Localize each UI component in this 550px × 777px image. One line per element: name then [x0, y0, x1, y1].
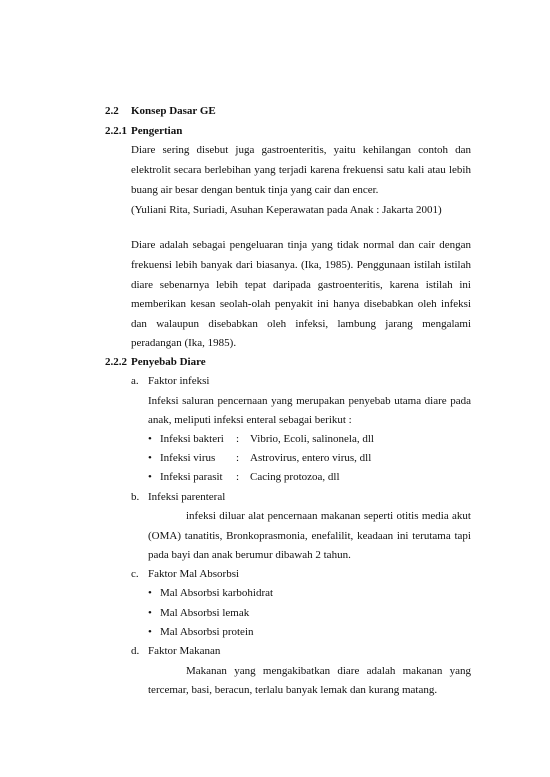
bullet-label: Infeksi bakteri [160, 433, 224, 445]
bullet-separator: : [236, 433, 240, 445]
subsection-title: Penyebab Diare [131, 356, 206, 368]
paragraph-line: pada bayi dan anak berumur dibawah 2 tahun. [148, 549, 351, 561]
list-item-title: Faktor infeksi [148, 375, 210, 387]
bullet-label: Mal Absorbsi karbohidrat [160, 587, 274, 599]
paragraph-line: buang air besar dengan bentuk tinja yang cair dan encer. [131, 184, 379, 196]
paragraph-line: diare sebenarnya lebih tepat daripada gastroenteritis, karena istilah ini [131, 279, 471, 291]
list-item-title: Infeksi parenteral [148, 491, 226, 503]
bullet-value: Vibrio, Ecoli, salinonela, dll [250, 433, 374, 445]
paragraph-line: memberikan kesan seolah-olah penyakit ini hanya disebabkan oleh infeksi [131, 298, 471, 310]
paragraph-line: Diare adalah sebagai pengeluaran tinja yang tidak normal dan cair dengan [131, 239, 471, 251]
bullet-label: Infeksi parasit [160, 471, 223, 483]
bullet-label: Infeksi virus [160, 452, 216, 464]
list-marker: c. [131, 568, 139, 580]
paragraph-line: tercemar, basi, beracun, terlalu banyak lemak dan kurang matang. [148, 684, 438, 696]
bullet-separator: : [236, 452, 240, 464]
citation: (Yuliani Rita, Suriadi, Asuhan Keperawatan pada Anak : Jakarta 2001) [131, 204, 442, 216]
list-item-title: Faktor Mal Absorbsi [148, 568, 240, 580]
subsection-number: 2.2.2 [105, 356, 127, 368]
bullet-label: Mal Absorbsi protein [160, 626, 254, 638]
paragraph-line: dan walaupun disebabkan oleh infeksi, lambung jarang mengalami [131, 318, 471, 330]
paragraph-line: Diare sering disebut juga gastroenteritis, yaitu kehilangan contoh dan [131, 144, 471, 156]
bullet-value: Cacing protozoa, dll [250, 471, 340, 483]
paragraph-line: infeksi diluar alat pencernaan makanan seperti otitis media akut [186, 510, 471, 522]
bullet-label: Mal Absorbsi lemak [160, 607, 250, 619]
list-marker: d. [131, 645, 140, 657]
list-marker: a. [131, 375, 139, 387]
paragraph-line: frekuensi lebih banyak dari biasanya. (Ika, 1985). Penggunaan istilah istilah [131, 259, 471, 271]
subsection-title: Pengertian [131, 125, 183, 137]
paragraph-line: peradangan (Ika, 1985). [131, 337, 237, 349]
subsection-number: 2.2.1 [105, 125, 127, 137]
list-marker: b. [131, 491, 140, 503]
bullet-value: Astrovirus, entero virus, dll [250, 452, 372, 464]
paragraph-line: Infeksi saluran pencernaan yang merupakan penyebab utama diare pada [148, 395, 471, 407]
paragraph-line: Makanan yang mengakibatkan diare adalah makanan yang [186, 665, 471, 677]
section-number: 2.2 [105, 105, 119, 117]
paragraph-line: elektrolit secara berlebihan yang terjadi karena frekuensi satu kali atau lebih [131, 164, 471, 176]
paragraph-line: anak, meliputi infeksi enteral sebagai berikut : [148, 414, 352, 426]
paragraph-line: (OMA) tanatitis, Bronkoprasmonia, enefalilit, keadaan ini terutama tapi [148, 530, 471, 542]
bullet-separator: : [236, 471, 240, 483]
section-title: Konsep Dasar GE [131, 105, 216, 117]
list-item-title: Faktor Makanan [148, 645, 221, 657]
